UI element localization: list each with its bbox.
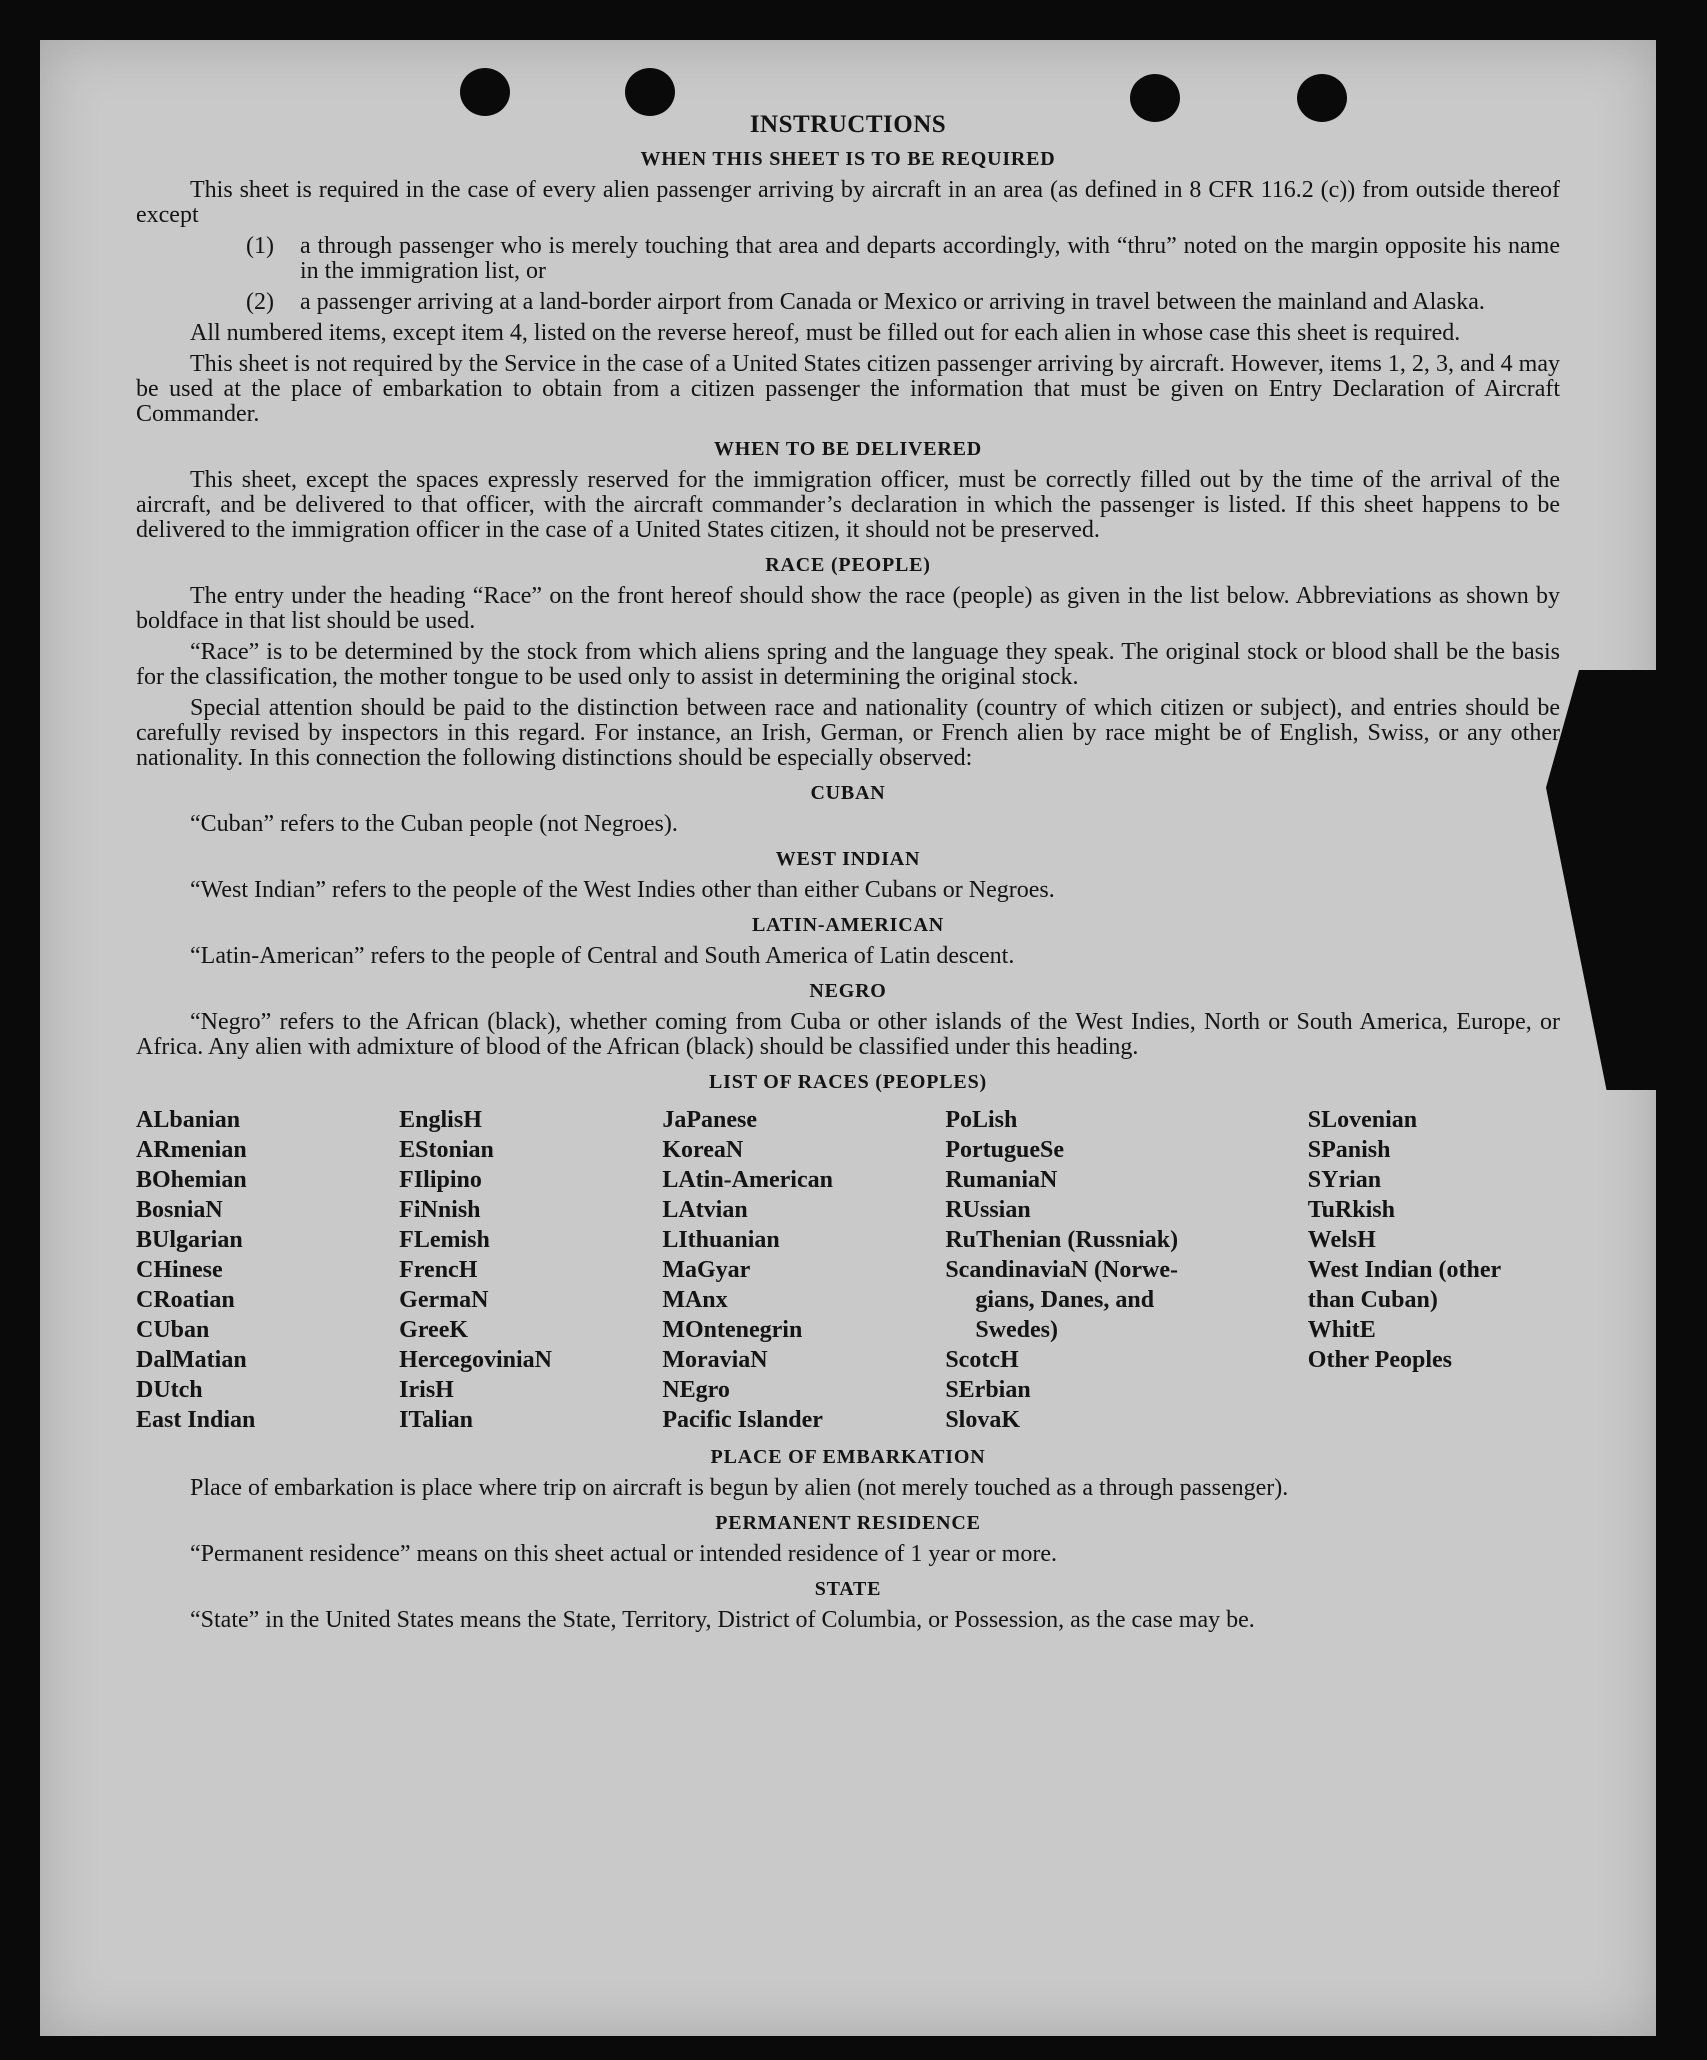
item-text: a passenger arriving at a land-border airport from Canada or Mexico or arriving in travel between the mainland and Alaska. <box>300 289 1485 315</box>
race-entry: DUtch <box>136 1377 203 1403</box>
race-entry: ScotcH <box>945 1347 1019 1373</box>
race-entry: MOntenegrin <box>662 1317 803 1343</box>
race-entry: ScandinaviaN (Norwe- <box>945 1257 1178 1283</box>
race-entry: SYrian <box>1307 1167 1382 1193</box>
race-entry: WhitE <box>1307 1317 1376 1343</box>
document-page <box>40 40 1656 2036</box>
race-entry: LAtvian <box>662 1197 748 1223</box>
race-entry: SlovaK <box>945 1407 1021 1433</box>
race-entry: BosniaN <box>136 1197 223 1223</box>
race-entry: Other Peoples <box>1307 1347 1452 1373</box>
race-entry: GreeK <box>399 1317 469 1343</box>
race-entry: ITalian <box>399 1407 473 1433</box>
paragraph: “Race” is to be determined by the stock from which aliens spring and the language they speak. The original stock or blood shall be the basis for the classification, the mother tongue to be used only to assist in determining the original stock. <box>136 639 1560 690</box>
race-entry: LIthuanian <box>662 1227 780 1253</box>
race-entry: ARmenian <box>136 1137 247 1163</box>
race-entry: BUlgarian <box>136 1227 243 1253</box>
paragraph: This sheet is required in the case of every alien passenger arriving by aircraft in an area (as defined in 8 CFR 116.2 (c)) from outside thereof except <box>136 177 1560 228</box>
race-entry: DalMatian <box>136 1347 247 1373</box>
paragraph: Place of embarkation is place where trip on aircraft is begun by alien (not merely touched as a through passenger). <box>190 1475 1289 1501</box>
section-heading: PLACE OF EMBARKATION <box>710 1446 986 1468</box>
paragraph: “State” in the United States means the State, Territory, District of Columbia, or Possession, as the case may be. <box>190 1607 1255 1633</box>
torn-edge <box>1546 670 1656 1090</box>
numbered-item <box>246 234 1560 284</box>
paragraph: “West Indian” refers to the people of the West Indies other than either Cubans or Negroes. <box>190 877 1055 903</box>
race-entry: FrencH <box>399 1257 478 1283</box>
numbered-item <box>246 290 1560 315</box>
race-entry: NEgro <box>662 1377 730 1403</box>
section-heading: STATE <box>814 1578 882 1600</box>
race-column <box>945 1105 1307 1435</box>
section-heading: PERMANENT RESIDENCE <box>715 1512 981 1534</box>
race-entry: KoreaN <box>662 1137 744 1163</box>
race-entry: West Indian (other <box>1307 1257 1502 1283</box>
race-list <box>136 1105 1560 1435</box>
punch-hole <box>460 68 510 116</box>
section-heading: WEST INDIAN <box>775 848 921 870</box>
paragraph: “Cuban” refers to the Cuban people (not Negroes). <box>190 811 678 837</box>
paragraph: “Permanent residence” means on this sheet actual or intended residence of 1 year or more. <box>190 1541 1057 1567</box>
race-entry: WelsH <box>1307 1227 1376 1253</box>
race-entry: East Indian <box>136 1407 256 1433</box>
race-entry: EStonian <box>399 1137 494 1163</box>
section-heading: RACE (PEOPLE) <box>765 554 931 576</box>
race-entry: MAnx <box>662 1287 728 1313</box>
paragraph: “Latin-American” refers to the people of Central and South America of Latin descent. <box>190 943 1015 969</box>
paragraph: Special attention should be paid to the distinction between race and nationality (country of which citizen or subject), and entries should be carefully revised by inspectors in this regard. For instance, an Irish, German, or French alien by race might be of English, Swiss, or any other nationality. In this connection the following distinctions should be especially observed: <box>136 695 1560 771</box>
section-heading: WHEN TO BE DELIVERED <box>713 438 983 460</box>
race-entry: MoraviaN <box>662 1347 768 1373</box>
race-entry: TuRkish <box>1307 1197 1395 1223</box>
race-entry: ALbanian <box>136 1107 241 1133</box>
paragraph: The entry under the heading “Race” on the front hereof should show the race (people) as given in the list below. Abbreviations as shown by boldface in that list should be used. <box>136 583 1560 634</box>
race-entry: LAtin-American <box>662 1167 833 1193</box>
race-entry: RUssian <box>945 1197 1031 1223</box>
document-content <box>136 112 1560 1639</box>
item-number: (2) <box>246 289 274 315</box>
race-column <box>136 1105 399 1435</box>
race-entry: MaGyar <box>662 1257 751 1283</box>
race-entry: JaPanese <box>662 1107 757 1133</box>
race-entry: FLemish <box>399 1227 490 1253</box>
race-entry: Swedes) <box>975 1317 1058 1343</box>
section-heading: NEGRO <box>809 980 887 1002</box>
race-entry: PortugueSe <box>945 1137 1064 1163</box>
race-column <box>662 1105 945 1435</box>
paragraph: This sheet is not required by the Service in the case of a United States citizen passenger arriving by aircraft. However, items 1, 2, 3, and 4 may be used at the place of embarkation to obtain from a citizen passenger the information that must be given on Entry Declaration of Aircraft Commander. <box>136 351 1560 427</box>
section-heading: LIST OF RACES (PEOPLES) <box>709 1071 987 1093</box>
race-entry: CHinese <box>136 1257 223 1283</box>
race-column <box>399 1105 662 1435</box>
item-text: a through passenger who is merely touching that area and departs accordingly, with “thru” noted on the margin opposite his name in the immigration list, or <box>300 233 1560 284</box>
race-entry: RumaniaN <box>945 1167 1058 1193</box>
paragraph: All numbered items, except item 4, listed on the reverse hereof, must be filled out for each alien in whose case this sheet is required. <box>190 320 1461 346</box>
race-entry: than Cuban) <box>1307 1287 1438 1313</box>
punch-hole <box>625 68 675 116</box>
race-entry: CUban <box>136 1317 210 1343</box>
item-number: (1) <box>246 233 274 259</box>
race-entry: RuThenian (Russniak) <box>945 1227 1179 1253</box>
paragraph: “Negro” refers to the African (black), whether coming from Cuba or other islands of the West Indies, North or South America, Europe, or Africa. Any alien with admixture of blood of the African (black) should be classified under this heading. <box>136 1009 1560 1060</box>
race-entry: FiNnish <box>399 1197 481 1223</box>
race-entry: HercegoviniaN <box>399 1347 553 1373</box>
section-heading: WHEN THIS SHEET IS TO BE REQUIRED <box>640 148 1056 170</box>
race-column <box>1308 1105 1560 1435</box>
race-entry: SLovenian <box>1307 1107 1418 1133</box>
paragraph: This sheet, except the spaces expressly reserved for the immigration officer, must be correctly filled out by the time of the arrival of the aircraft, and be delivered to that officer, with the aircraft commander’s declaration in which the passenger is listed. If this sheet happens to be delivered to the immigration officer in the case of a United States citizen, it should not be preserved. <box>136 467 1560 543</box>
race-entry: PoLish <box>945 1107 1018 1133</box>
race-entry: GermaN <box>399 1287 489 1313</box>
race-entry: CRoatian <box>136 1287 235 1313</box>
race-entry: Pacific Islander <box>662 1407 823 1433</box>
race-entry: SPanish <box>1307 1137 1391 1163</box>
race-entry: IrisH <box>399 1377 454 1403</box>
page-title: INSTRUCTIONS <box>749 111 947 138</box>
section-heading: LATIN-AMERICAN <box>752 914 944 936</box>
race-entry: SErbian <box>945 1377 1031 1403</box>
race-entry: gians, Danes, and <box>975 1287 1155 1313</box>
race-entry: EnglisH <box>399 1107 482 1133</box>
race-entry: BOhemian <box>136 1167 247 1193</box>
race-entry: FIlipino <box>399 1167 482 1193</box>
section-heading: CUBAN <box>810 782 886 804</box>
